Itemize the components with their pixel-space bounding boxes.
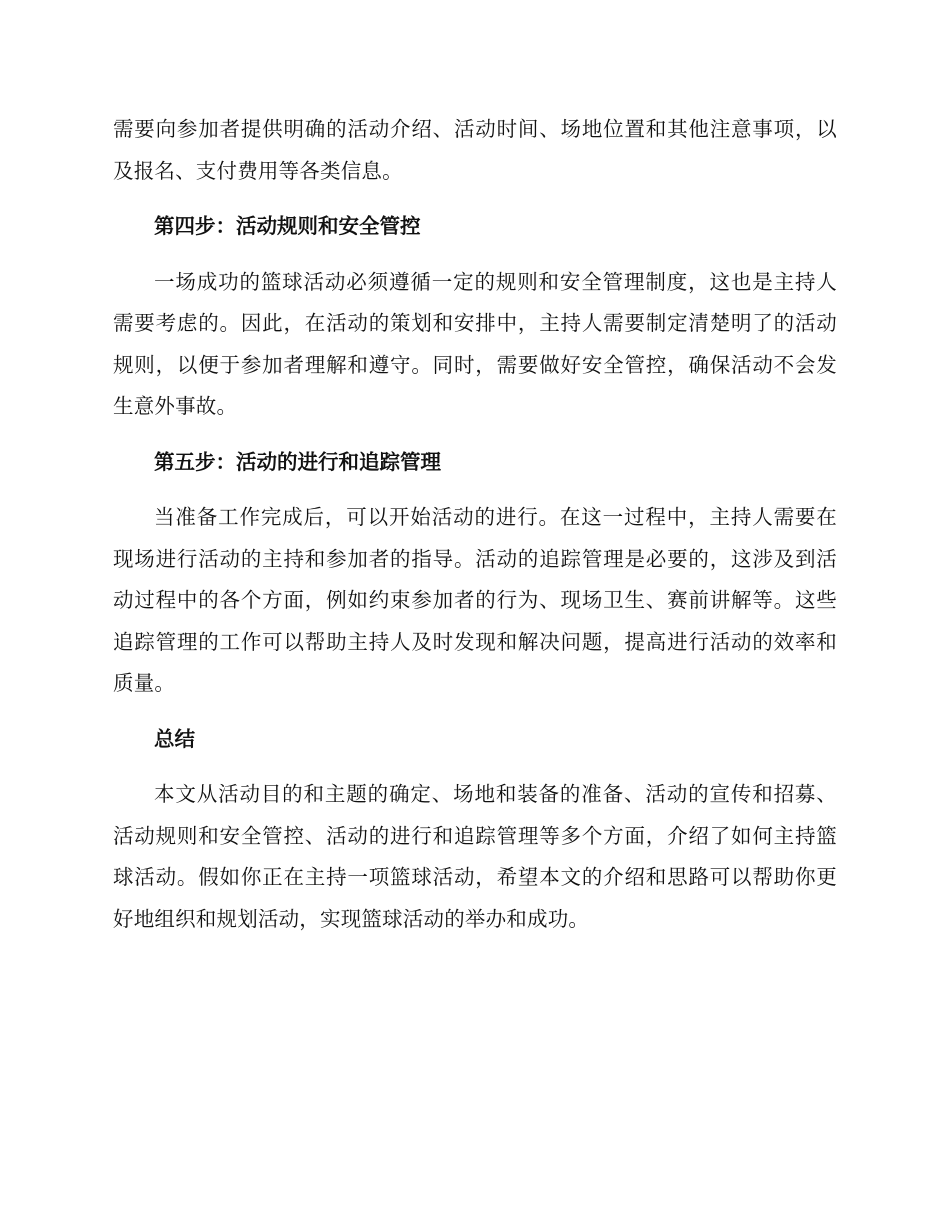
heading-step-five: 第五步：活动的进行和追踪管理 — [154, 449, 441, 474]
paragraph-summary: 本文从活动目的和主题的确定、场地和装备的准备、活动的宣传和招募、活动规则和安全管控、活动的进行和追踪管理等多个方面，介绍了如何主持篮球活动。假如你正在主持一项篮球活动，希望本文的介绍和思路可以帮助你更好地组织和规划活动，实现篮球活动的举办和成功。 — [113, 782, 837, 931]
paragraph-intro-continuation: 需要向参加者提供明确的活动介绍、活动时间、场地位置和其他注意事项，以及报名、支付费用等各类信息。 — [113, 117, 837, 183]
document-body — [113, 109, 837, 940]
paragraph-step-four: 一场成功的篮球活动必须遵循一定的规则和安全管理制度，这也是主持人需要考虑的。因此，在活动的策划和安排中，主持人需要制定清楚明了的活动规则，以便于参加者理解和遵守。同时，需要做好安全管控，确保活动不会发生意外事故。 — [113, 269, 837, 418]
paragraph-step-five: 当准备工作完成后，可以开始活动的进行。在这一过程中，主持人需要在现场进行活动的主持和参加者的指导。活动的追踪管理是必要的，这涉及到活动过程中的各个方面，例如约束参加者的行为、现场卫生、赛前讲解等。这些追踪管理的工作可以帮助主持人及时发现和解决问题，提高进行活动的效率和质量。 — [113, 505, 837, 695]
heading-step-four: 第四步：活动规则和安全管控 — [154, 214, 421, 238]
heading-summary: 总结 — [154, 726, 195, 751]
